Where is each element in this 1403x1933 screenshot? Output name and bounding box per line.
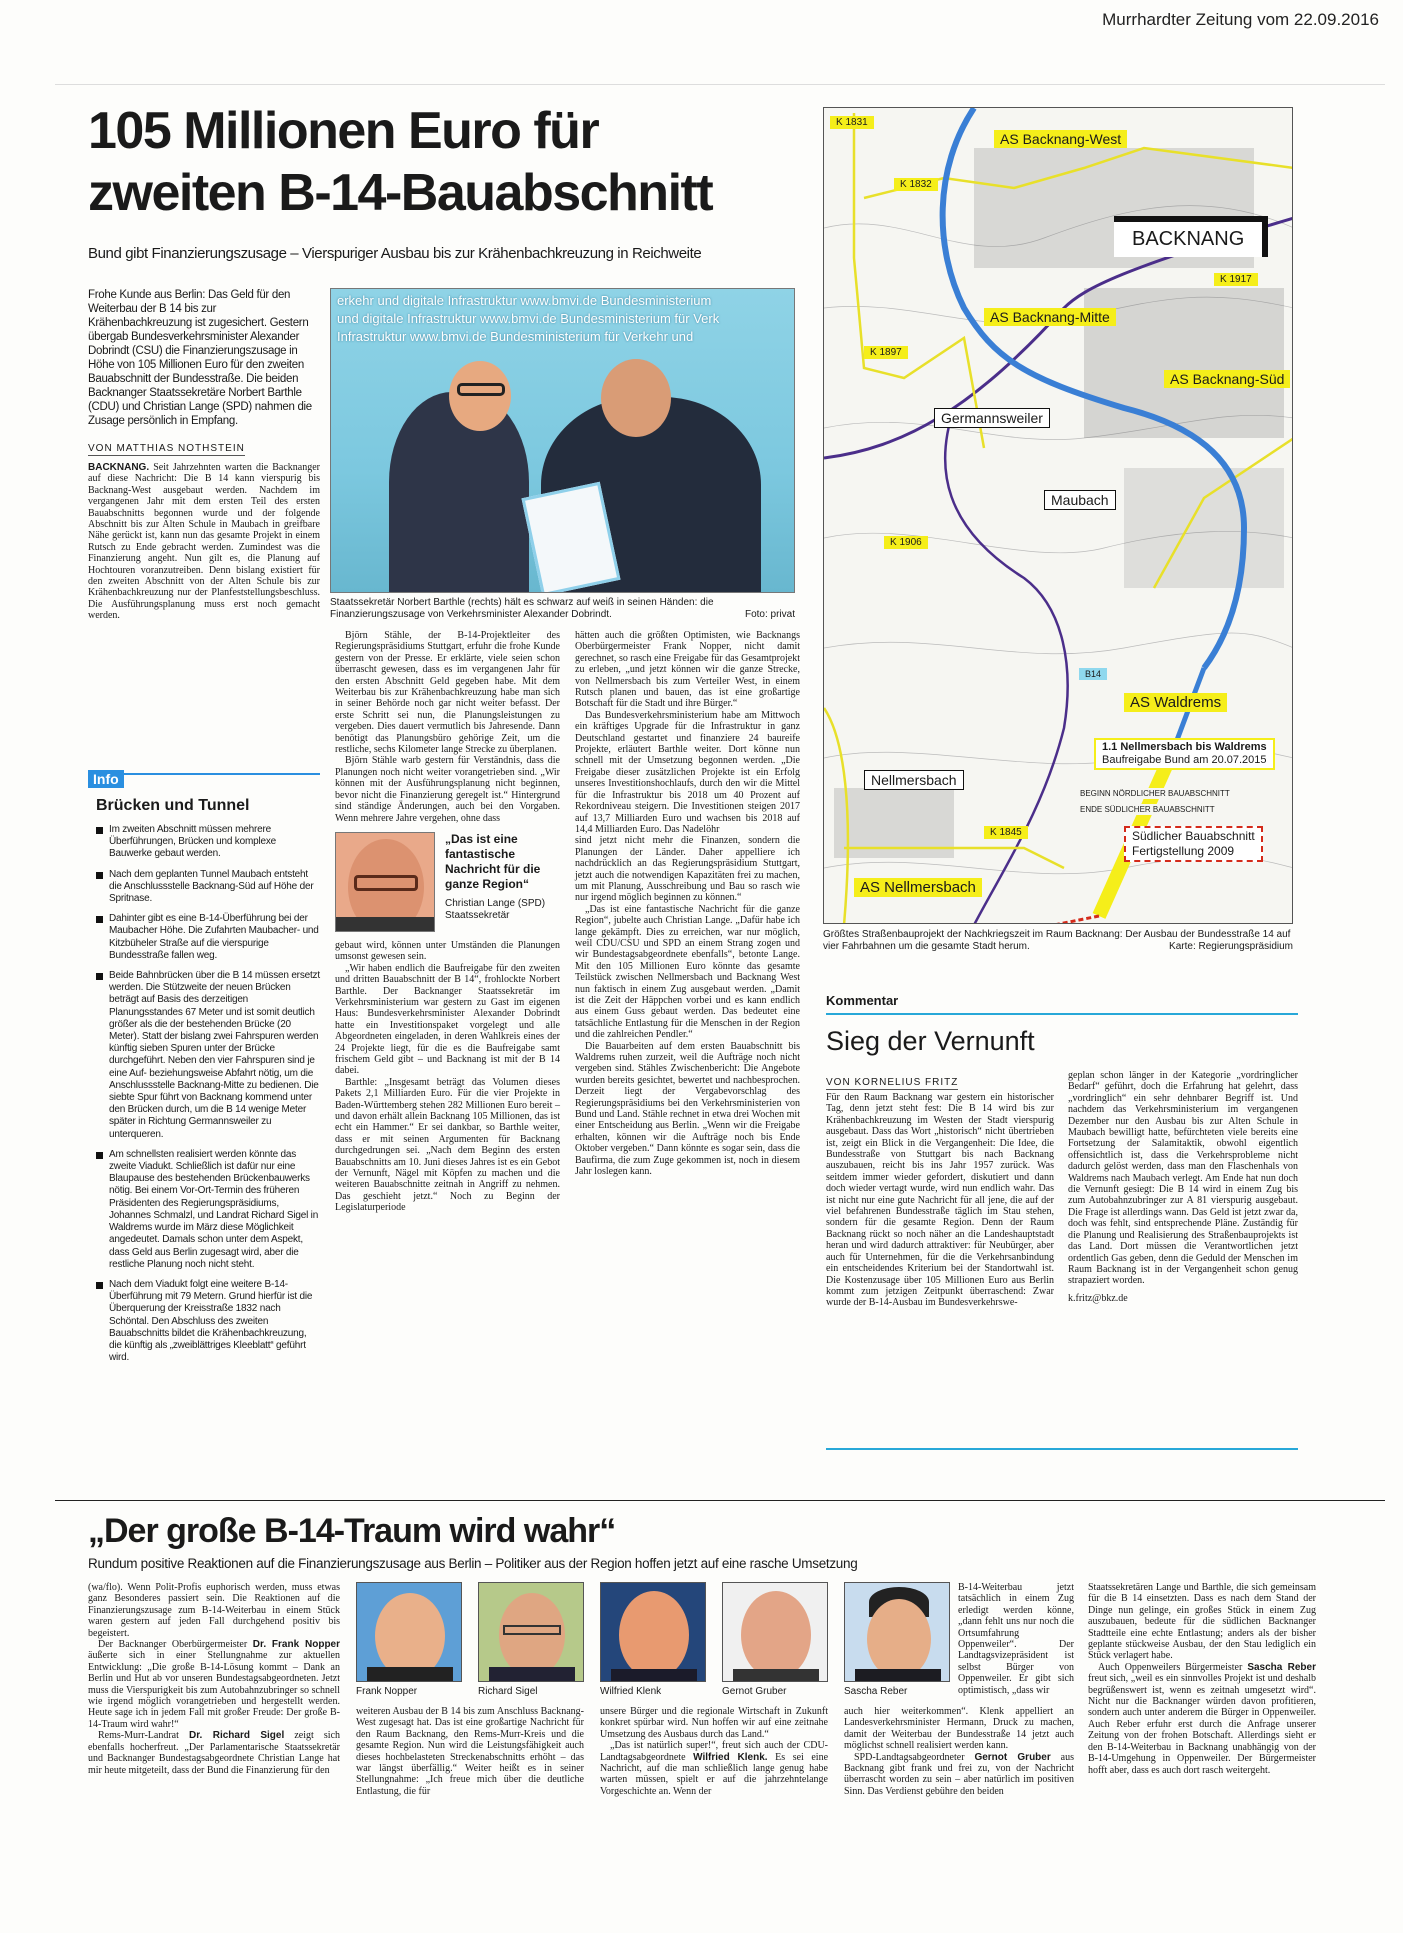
map-section-sub: Baufreigabe Bund am 20.07.2015 <box>1102 754 1267 766</box>
map-credit: Karte: Regierungspräsidium <box>1169 941 1293 952</box>
kommentar-email[interactable]: k.fritz@bkz.de <box>1068 1292 1128 1304</box>
portrait-sigel <box>478 1582 584 1682</box>
paragraph: hätten auch die größten Optimisten, wie Backnangs Oberbürgermeister Frank Nopper, nicht damit gerechnet, so rasch eine Freigabe für das Gesamtprojekt zu erleben, „und jetzt können wir die ganze Strecke, von Nellmersbach bis zum Verteiler West, in einem Rutsch planen und bauen, das ist eine großartige Botschaft für die Stadt und ihre Bürger.“ <box>575 630 800 710</box>
quote-text-block <box>445 832 560 932</box>
article-photo <box>330 288 795 593</box>
rail-line <box>945 408 1067 924</box>
info-list <box>96 824 320 1372</box>
portrait-shirt <box>336 917 435 932</box>
text: Es sei eine Nachricht, auf die man schließlich lange genug habe warten müssen, spielt er auf die jahrzehntelange Vorgeschichte an. Wenn der <box>600 1751 829 1797</box>
article2-subtitle: Rundum positive Reaktionen auf die Finanzierungszusage aus Berlin – Politiker aus der Region hoffen jetzt auf eine rasche Umsetzung <box>88 1556 858 1571</box>
article-left-column <box>88 288 320 622</box>
paragraph: (wa/flo). Wenn Polit-Profis euphorisch werden, muss etwas ganz Besonderes passiert sein. Die Reaktionen auf die Finanzierungszusage zum B-14-Weiterbau in einem Stück waren gestern auf jeden Fall durchgehend positiv bis begeistert. <box>88 1582 340 1639</box>
section-divider <box>55 1500 1385 1501</box>
map-southern-section-box <box>1124 826 1263 862</box>
map-section-box <box>1094 738 1275 770</box>
construction-line <box>1054 916 1099 924</box>
kommentar-byline <box>826 1070 958 1090</box>
person-dobrindt-head <box>449 361 511 431</box>
map-label-as-west: AS Backnang-West <box>994 130 1127 148</box>
person-name-sigel: Dr. Richard Sigel <box>189 1730 285 1742</box>
masthead: Murrhardter Zeitung vom 22.09.2016 <box>1102 10 1379 29</box>
info-item: Am schnellsten realisiert werden könnte das zweite Viadukt. Schließlich ist dafür nur eine Blaupause des bestehenden Brückenbauwerks nötig. Bei einem Vor-Ort-Termin des früheren Präsidenten des Regierungspräsidiums, Johannes Schmalzl, und Landrat Richard Sigel in Waldrems wurde im März diese Möglichkeit angedeutet. Damals schon unter dem Aspekt, dass Geld aus Berlin zugesagt wird, aber die restliche Planung noch nicht steht. <box>96 1149 320 1271</box>
paragraph: Das Bundesverkehrsministerium habe am Mittwoch ein kräftiges Upgrade für die Infrastruktur in ganz Deutschland gestartet und finanziere 24 baureife Projekte, erläutert Barthle weiter. Dort könne nun schnell mit der Umsetzung begonnen werden. „Die Freigabe dieser zusätzlichen Projekte ist ein Erfolg unseres Investitionshochlaufs, durch den wir die Mittel für die Infrastruktur bis 2018 um 40 Prozent auf Rekordniveau steigern. Die Investitionen steigen 2017 auf 13,7 Milliarden Euro und wachsen bis 2018 auf 14,4 Milliarden Euro. Das Nadelöhr <box>575 709 800 835</box>
paragraph: Staatssekretären Lange und Barthle, die sich gemeinsam für die B 14 einsetzten. Dass es nach dem Stand der Dinge nun gelinge, ein großes Stück in einem Zug auszubauen, bedeute für die südlichen Backnanger Stadtteile eine echte Entlastung; anders als der bisher geplante stückweise Ausbau, der den Stau lediglich ein Stück verlagert habe. <box>1088 1582 1316 1662</box>
info-item: Dahinter gibt es eine B-14-Überführung bei der Maubacher Höhe. Die Zufahrten Maubacher- und Kitzbüheler Straße auf die vierspurige Bundesstraße fallen weg. <box>96 913 320 962</box>
kommentar-column-1 <box>826 1092 1054 1309</box>
text: äußerte sich in einer Stellungnahme zur aktuellen Entwicklung: „Die große B-14-Lösung kommt – Dank an Berlin und Hut ab vor unseren Bundestagsabgeordneten. Jetzt muss die Vierspurigkeit bis zum Autobahnzubringer so schnell wie irgend möglich vorangetrieben und hergestellt werden. Heute sage ich in jedem Fall mit großer Freude: Der große B-14-Traum wird wahr!“ <box>88 1650 340 1730</box>
photo-caption-text: Staatssekretär Norbert Barthle (rechts) hält es schwarz auf weiß in seinen Händen: die Finanzierungszusage von Verkehrsminister Alexander Dobrindt. <box>330 597 714 620</box>
photo-wall-text: Infrastruktur www.bmvi.de Bundesministerium für Verkehr und <box>337 329 694 344</box>
map-label-b14: B14 <box>1079 668 1107 680</box>
glasses-icon <box>457 383 505 396</box>
route-map <box>823 107 1293 924</box>
paragraph <box>88 462 320 622</box>
top-divider <box>55 84 1385 85</box>
quote-role: Staatssekretär <box>445 909 510 921</box>
glasses-icon <box>354 875 418 891</box>
article2-column-5 <box>1088 1582 1316 1776</box>
paragraph: auch hier weiterkommen“. Klenk appelliert an Landesverkehrsminister Hermann, Druck zu machen, damit der Weiterbau der Bundesstraße 14 jetzt auch möglichst schnell realisiert werden kann. <box>844 1706 1074 1752</box>
byline <box>88 436 320 456</box>
map-label-as-mitte: AS Backnang-Mitte <box>984 308 1116 326</box>
portrait-name: Richard Sigel <box>478 1686 538 1697</box>
paragraph <box>844 1752 1074 1798</box>
portrait-nopper <box>356 1582 462 1682</box>
paragraph-text: Seit Jahrzehnten warten die Backnanger auf diese Nachricht: Die B 14 kann vierspurig bis Backnang-West ausgebaut werden. Nachdem im vergangenen Jahr mit dem ersten Teil des ersten Bauabschnitts begonnen wurde und der folgende Abschnitt bis zur Alten Schule in Maubach in greifbare Nähe gerückt ist, kann nun das gesamte Projekt in einem Rutsch zu Ende gebracht werden. Zumindest was die Finanzierung angeht. Nun gilt es, die Planung auf Hochtouren voranzutreiben. Denn bislang existiert für den zweiten Abschnitt von der Alten Schule bis zur Krähenbachkreuzung nur der Planfeststellungsbeschluss. Die Ausführungsplanung muss erst noch gemacht werden. <box>88 462 320 622</box>
article-headline <box>88 100 808 224</box>
text: Rems-Murr-Landrat <box>98 1730 179 1742</box>
text: freut sich, „weil es ein sinnvolles Projekt ist und deshalb begrüßenswert ist, wenn es zeitnah umgesetzt wird“. Nicht nur die Backnanger würden davon profitieren, sondern auch unter anderem die Bürger in Oppenweiler. Auch Reber erfuhr erst durch die Anfrage unserer Zeitung von der frohen Botschaft. Allerdings sieht er den B-14-Weiterbau in Backnang unabhängig von der B-14-Umgehung in Oppenweiler. Der Bürgermeister hofft aber, dass es auch dort rasch weitergeht. <box>1088 1673 1316 1776</box>
kommentar-byline-text: VON KORNELIUS FRITZ <box>826 1077 959 1088</box>
map-label-nellmersbach: Nellmersbach <box>864 770 964 790</box>
info-tag: Info <box>88 770 124 788</box>
paragraph: unsere Bürger und die regionale Wirtschaft in Zukunft konkret spürbar wird. Nun hoffen wir auf eine zeitnahe Umsetzung des Ausbaus durch das Land.“ <box>600 1706 828 1740</box>
portrait-klenk <box>600 1582 706 1682</box>
map-label-as-waldrems: AS Waldrems <box>1124 693 1227 712</box>
headline-line-1: 105 Millionen Euro für <box>88 102 599 160</box>
text: Auch Oppenweilers Bürgermeister <box>1098 1661 1243 1673</box>
map-label-backnang: BACKNANG <box>1114 216 1268 257</box>
map-label-maubach: Maubach <box>1044 490 1116 510</box>
paragraph: Für den Raum Backnang war gestern ein historischer Tag, denn jetzt steht fest: Die B 14 wird bis zur Krähenbachkreuzung im Westen der Stadt vierspurig ausgebaut. Dass das Wort „historisch“ nicht übertrieben ist, zeigt ein Blick in die Vergangenheit: Die Idee, die Bundesstraße von Stuttgart bis nach Backnang auszubauen, reicht bis ins Jahr 1957 zurück. Was seitdem immer wieder gefordert, diskutiert und dann doch wieder vertagt wurde, wird nun endlich wahr. Das ist nicht nur eine gute Nachricht für all jene, die auf der viel befahrenen Bundesstraße täglich im Stau stehen, sondern für die gesamte Region. Denn der Raum Backnang rückt so noch näher an die Landeshauptstadt heran und wird dadurch attraktiver: für Neubürger, aber auch für Unternehmen, für die die Verkehrsanbindung ein entscheidendes Kriterium bei der Standortwahl ist. Die Kostenzusage über 105 Millionen Euro aus Berlin kommt zum jetzigen Zeitpunkt überraschend: Zwar wurde der B-14-Ausbau im Bundesverkehrswe- <box>826 1092 1054 1309</box>
map-southern-section-date: Fertigstellung 2009 <box>1132 844 1235 858</box>
info-item: Nach dem geplanten Tunnel Maubach entsteht die Anschlussstelle Backnang-Süd auf Höhe der Spritnase. <box>96 869 320 906</box>
person-name-klenk: Wilfried Klenk. <box>693 1751 768 1763</box>
text: zeigt sich ebenfalls hocherfreut. „Der Parlamentarische Staatssekretär und Backnanger Bundestagsabgeordnete Christian Lange hat mir heute mitgeteilt, dass der Bund die Finanzierung für den <box>88 1730 341 1776</box>
photo-credit: Foto: privat <box>744 609 795 620</box>
article-lead: Frohe Kunde aus Berlin: Das Geld für den Weiterbau der B 14 bis zur Krähenbachkreuzung ist zugesichert. Gestern übergab Bundesverkehrsminister Alexander Dobrindt (CSU) die Finanzierungszusage in Höhe von 105 Millionen Euro für den zweiten Bauabschnitt der Bundesstraße. Die beiden Backnanger Staatssekretäre Norbert Barthle (CDU) und Christian Lange (SPD) nahmen die Zusage persönlich in Empfang. <box>88 289 312 427</box>
portrait-name: Frank Nopper <box>356 1686 418 1697</box>
info-item: Im zweiten Abschnitt müssen mehrere Überführungen, Brücken und komplexe Bauwerke gebaut werden. <box>96 824 320 861</box>
person-name-reber: Sascha Reber <box>1247 1661 1316 1673</box>
paragraph: Die Bauarbeiten auf dem ersten Bauabschnitt bis Waldrems ruhen zurzeit, weil die Aufträge noch nicht vergeben sind. Stähles Zwischenbericht: Die Angebote wurden bereits gesichtet, bewertet und nachbesprochen. Derzeit liegt der Vergabevorschlag des Regierungspräsidiums bei den Verkehrsministerien von Bund und Land. Stähle rechnet in etwa drei Wochen mit einer Entscheidung aus Berlin. „Wenn wir die Freigabe erhalten, können wir die Aufträge noch bis Ende Oktober vergeben.“ Dann könnte es sogar sein, dass die Baufirma, die zum Zuge gekommen ist, noch in diesem Jahr loslegen kann. <box>575 1040 800 1178</box>
map-section-title: 1.1 Nellmersbach bis Waldrems <box>1102 741 1267 753</box>
quote-portrait <box>335 832 435 932</box>
photo-wall-text: und digitale Infrastruktur www.bmvi.de Bundesministerium für Verk <box>337 311 720 326</box>
article-column-3 <box>575 630 800 1178</box>
map-label-k1917: K 1917 <box>1214 273 1258 286</box>
paragraph <box>88 1730 340 1776</box>
map-label-k1897: K 1897 <box>864 346 908 359</box>
kommentar-column-2 <box>1068 1070 1298 1304</box>
map-label-k1845: K 1845 <box>984 826 1028 839</box>
text: Der Backnanger Oberbürgermeister <box>98 1639 248 1651</box>
map-label-k1832: K 1832 <box>894 178 938 191</box>
photo-caption <box>330 597 795 621</box>
article2-headline: „Der große B-14-Traum wird wahr“ <box>88 1512 616 1550</box>
quote-author: Christian Lange (SPD) <box>445 897 546 909</box>
kommentar-title: Sieg der Vernunft <box>826 1026 1035 1056</box>
article-column-1 <box>88 462 320 622</box>
pull-quote: „Das ist eine fantastische Nachricht für die ganze Region“ <box>445 831 541 891</box>
map-label-ende: ENDE SÜDLICHER BAUABSCHNITT <box>1074 804 1221 815</box>
portrait-reber <box>844 1582 950 1682</box>
paragraph <box>600 1740 828 1797</box>
kommentar-rule <box>826 1013 1298 1015</box>
map-southern-section-title: Südlicher Bauabschnitt <box>1132 829 1255 843</box>
portrait-name: Wilfried Klenk <box>600 1686 662 1697</box>
article2-column-2 <box>356 1706 584 1797</box>
paragraph: weiteren Ausbau der B 14 bis zum Anschluss Backnang-West zugesagt hat. Das ist eine großartige Nachricht für den Raum Backnang, den Rems-Murr-Kreis und die gesamte Region. Nun wird die Leistungsfähigkeit auch dieses hochbelasteten Streckenabschnitts erhöht – das war längst überfällig.“ Weiter heißt es in seiner Stellungnahme: „Ich freue mich über die deutliche Entlastung, die für <box>356 1706 584 1797</box>
map-label-germannsweiler: Germannsweiler <box>934 408 1050 428</box>
person-name-nopper: Dr. Frank Nopper <box>252 1639 340 1651</box>
headline-line-2: zweiten B-14-Bauabschnitt <box>88 164 713 222</box>
kommentar-bottom-rule <box>826 1448 1298 1450</box>
info-title: Brücken und Tunnel <box>96 797 250 814</box>
article-column-2-wrapper <box>335 630 560 1214</box>
article2-column-3 <box>600 1706 828 1797</box>
paragraph <box>1088 1662 1316 1776</box>
article-subtitle: Bund gibt Finanzierungszusage – Vierspuriger Ausbau bis zur Krähenbachkreuzung in Reichweite <box>88 245 702 262</box>
portrait-name: Gernot Gruber <box>722 1686 787 1697</box>
map-caption-text: Größtes Straßenbauprojekt der Nachkriegszeit im Raum Backnang: Der Ausbau der Bundesstraße 14 auf vier Fahrbahnen um die gesamte Stadt herum. <box>823 929 1291 952</box>
map-label-k1831: K 1831 <box>830 116 874 129</box>
paragraph: B-14-Weiterbau jetzt tatsächlich in einem Zug erledigt werden könne, „dann fehlt uns nur noch die Ortsumfahrung Oppenweiler“. Der Landtagsvizepräsident ist selbst Bürger von Oppenweiler. Er gibt sich optimistisch, „dass wir <box>958 1582 1074 1696</box>
person-barthle-head <box>601 359 671 437</box>
quote-block <box>335 832 560 932</box>
map-caption <box>823 929 1293 953</box>
info-rule <box>124 773 320 775</box>
info-item: Beide Bahnbrücken über die B 14 müssen ersetzt werden. Die Stützweite der neuen Brücken beträgt auf Basis des derzeitigen Planungsstandes 67 Meter und ist somit deutlich größer als die der bestehenden Brücke (20 Meter). Statt der bislang zwei Fahrspuren werden künftig sieben Spuren unter der Brücke durchgeführt. Neben den vier Fahrspuren sind je eine Auf- beziehungsweise Abfahrt nötig, um die Anschlussstelle Backnang-Mitte zu bedienen. Die siebte Spur führt von Backnang kommend unter den Brücken durch, um die B 14 wenige Meter später in Richtung Germannsweiler zu unterqueren. <box>96 970 320 1141</box>
portrait-name: Sascha Reber <box>844 1686 908 1697</box>
article-column-2-cont <box>335 940 560 1214</box>
paragraph: „Das ist eine fantastische Nachricht für die ganze Region“, jubelte auch Christian Lange. „Dafür habe ich lange gekämpft. Dies zu erreichen, war nur möglich, weil CDU/CSU und SPD an einem Strang zogen und wir Bundestagsabgeordnete ebenfalls“, betonte Lange. Mit den 105 Millionen Euro könnte das gesamte Teilstück zwischen Nellmersbach und Backnang West nun faktisch in einem Zug ausgebaut werden. „Damit ist die Zeit der Häppchen vorbei und es kann endlich aus einem Guss gebaut werden. Das bedeutet eine tatsächliche Entlastung für die Menschen in der Region und die zahlreichen Pendler.“ <box>575 903 800 1041</box>
dateline: BACKNANG. <box>88 462 150 473</box>
paragraph: sind jetzt nicht mehr die Finanzen, sondern die Planungen der Länder. Daher appelliere ich nachdrücklich an das Regierungspräsidium Stuttgart, jetzt auch die notwendigen Kapazitäten frei zu machen, um mit Planung, Ausschreibung und Bau so rasch wie nur irgend möglich beginnen zu können.“ <box>575 835 800 904</box>
photo-wall-text: erkehr und digitale Infrastruktur www.bmvi.de Bundesministerium <box>337 293 712 308</box>
paragraph <box>88 1639 340 1730</box>
paragraph: „Wir haben endlich die Baufreigabe für den zweiten und dritten Bauabschnitt der B 14“, frohlockte Norbert Barthle. Der Backnanger Staatssekretär im Verkehrsministerium war gestern zu Gast im eigenen Haus: Bundesverkehrsminister Alexander Dobrindt hatte ein Investitionspaket vorgelegt und alle Abgeordneten eingeladen, in deren Wahlkreis eines der 24 Projekte liegt, für die es die Baufreigabe samt frischem Geld gibt – und Backnang ist mit der B 14 dabei. <box>335 962 560 1077</box>
quote-attribution <box>445 898 560 922</box>
article-column-2 <box>335 630 560 824</box>
paragraph: Björn Stähle, der B-14-Projektleiter des Regierungspräsidiums Stuttgart, erfuhr die frohe Kunde gestern von der Presse. Er erklärte, viele seien schon überrascht gewesen, dass es im vergangenen Jahr für den ersten Abschnitt Geld gegeben habe. Mit dem Weiterbau bis zur Krähenbachkreuzung habe man sich in seiner Behörde noch gar nicht weiter befasst. Der erste Schritt sei nun, die Planungsleistungen zu vergeben. Dies dauert vermutlich bis Jahresende. Dann benötigt das Planungsbüro gehörige Zeit, um die restliche, sechs Kilometer lange Strecke zu überplanen. <box>335 630 560 756</box>
byline-text: VON MATTHIAS NOTHSTEIN <box>88 443 245 454</box>
info-item: Nach dem Viadukt folgt eine weitere B-14-Überführung mit 79 Metern. Grund hierfür ist die Überquerung der Kreisstraße 1832 nach Schöntal. Den Abschluss des zweiten Bauabschnitts bildet die Krähenbachkreuzung, die künftig als „zweiblättriges Kleeblatt“ geführt wird. <box>96 1279 320 1364</box>
map-label-k1906: K 1906 <box>884 536 928 549</box>
map-label-as-sued: AS Backnang-Süd <box>1164 370 1290 388</box>
article2-column-1 <box>88 1582 340 1776</box>
person-name-gruber: Gernot Gruber <box>974 1751 1051 1763</box>
paragraph: Björn Stähle warb gestern für Verständnis, dass die Planungen noch nicht weiter vorangetrieben sind. „Wir können mit der Ausführungsplanung nicht beginnen, bevor nicht die Finanzierung geregelt ist.“ Hintergrund sind ständige Änderungen, auch bei den Vorgaben. Wenn mehrere Jahre vergehen, ohne dass <box>335 755 560 824</box>
text: SPD-Landtagsabgeordneter <box>854 1751 965 1763</box>
text: „Das ist natürlich super!“, freut sich auch der CDU-Landtagsabgeordnete <box>600 1740 828 1763</box>
paragraph: geplan schon länger in der Kategorie „vordringlicher Bedarf“ geführt, doch die Erfahrung hat gelehrt, dass „vordringlich“ ein sehr dehnbarer Begriff ist. Und nachdem das Verkehrsministerium im vergangenen Dezember nur den Ausbau bis zur Alten Schule in Maubach bewilligt hatte, befürchteten viele bereits eine Fortsetzung der Salamitaktik, obwohl eigentlich offensichtlich ist, dass die Verkehrsprobleme nicht dadurch gelöst werden, dass man den Flaschenhals von Waldrems nach Maubach verlegt. Am Ende hat nun doch die Vernunft gesiegt: Die B 14 wird in einem Zug bis zum Autobahnzubringer zur A 81 vierspurig ausgebaut. Die Frage ist allerdings wann. Das Geld ist jetzt zwar da, doch was fehlt, sind entsprechende Pläne. Zuständig für die Planung und Realisierung des Straßenbauprojekts ist das Land. Dort müssen die Verantwortlichen jetzt ordentlich Gas geben, denn die Geduld der Menschen im Raum Backnang ist in der Vergangenheit schon genug strapaziert worden. <box>1068 1070 1298 1287</box>
map-label-beginn: BEGINN NÖRDLICHER BAUABSCHNITT <box>1074 788 1236 799</box>
text: aus Backnang gibt frank und frei zu, von der Nachricht überrascht worden zu sein – aber natürlich im positiven Sinn. Das Verdienst gebühre den beiden <box>844 1751 1074 1797</box>
article2-column-4 <box>844 1706 1074 1797</box>
portrait-gruber <box>722 1582 828 1682</box>
paragraph: gebaut wird, können unter Umständen die Planungen umsonst gewesen sein. <box>335 939 560 963</box>
paragraph: Barthle: „Insgesamt beträgt das Volumen dieses Pakets 2,1 Milliarden Euro. Für die vier Projekte in Baden-Württemberg stehen 282 Millionen Euro bereit – und davon erhält allein Backnang 105 Millionen, das ist echt ein Hammer.“ Er sei dankbar, so Barthle weiter, dass er mit seinen Argumenten für Backnang durchgedrungen sei. „Nach dem Beginn des ersten Bauabschnitts am 10. Juni dieses Jahres ist es ein Gebot der Vernunft, Nägel mit Köpfen zu machen und die weiteren Bauabschnitte zeitnah in Angriff zu nehmen. Das geschieht jetzt.“ Noch zu Beginn der Legislaturperiode <box>335 1076 560 1214</box>
map-label-as-nellmersbach: AS Nellmersbach <box>854 878 982 897</box>
kommentar-label: Kommentar <box>826 993 899 1008</box>
article2-column-4-narrow <box>958 1582 1074 1696</box>
